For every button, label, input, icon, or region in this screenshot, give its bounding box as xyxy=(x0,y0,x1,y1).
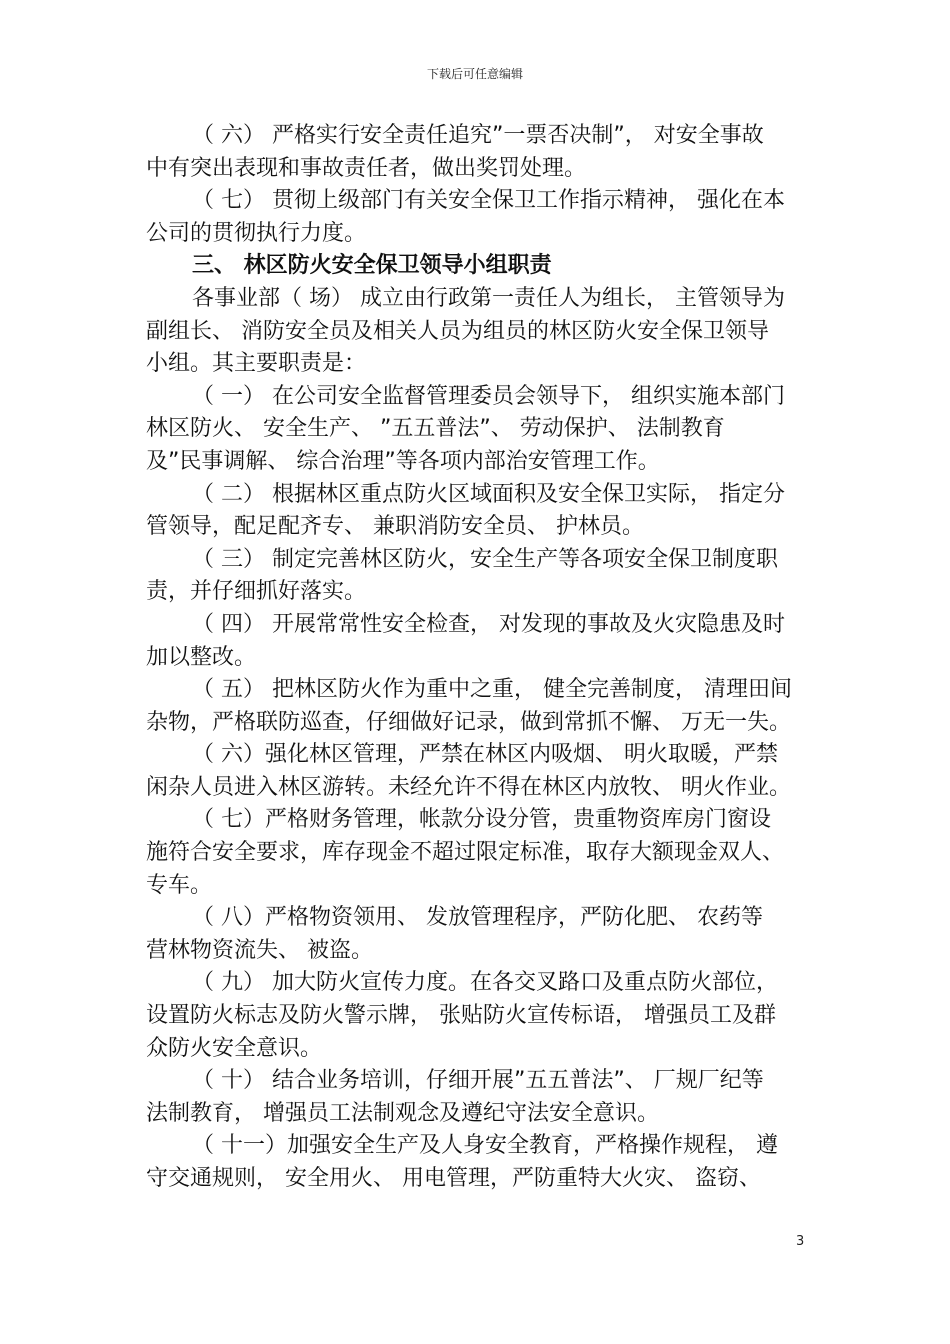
page-number: 3 xyxy=(796,1234,805,1249)
paragraph-line: （ 十一）加强安全生产及人身安全教育，严格操作规程， 遵 xyxy=(192,1133,778,1159)
paragraph-line: （ 一） 在公司安全监督管理委员会领导下， 组织实施本部门 xyxy=(192,383,785,409)
paragraph-line: 专车。 xyxy=(146,872,213,898)
paragraph-line: （ 八）严格物资领用、 发放管理程序，严防化肥、 农药等 xyxy=(192,905,763,931)
paragraph-line: （ 七） 贯彻上级部门有关安全保卫工作指示精神， 强化在本 xyxy=(192,188,785,214)
paragraph-line: 闲杂人员进入林区游转。未经允许不得在林区内放牧、 明火作业。 xyxy=(146,774,791,800)
paragraph-line: 林区防火、 安全生产、 ”五五普法”、 劳动保护、 法制教育 xyxy=(146,416,725,442)
paragraph-line: 众防火安全意识。 xyxy=(146,1035,323,1061)
section-heading: 三、 林区防火安全保卫领导小组职责 xyxy=(192,253,552,279)
paragraph-line: （ 十） 结合业务培训，仔细开展”五五普法”、 厂规厂纪等 xyxy=(192,1068,764,1094)
paragraph-line: 中有突出表现和事故责任者，做出奖罚处理。 xyxy=(146,155,587,181)
paragraph-line: （ 三） 制定完善林区防火，安全生产等各项安全保卫制度职 xyxy=(192,546,778,572)
paragraph-line: 施符合安全要求，库存现金不超过限定标准，取存大额现金双人、 xyxy=(146,840,785,866)
paragraph-line: 各事业部（ 场） 成立由行政第一责任人为组长， 主管领导为 xyxy=(192,285,785,311)
paragraph-line: 小组。其主要职责是： xyxy=(146,351,367,377)
paragraph-line: 管领导，配足配齐专、 兼职消防安全员、 护林员。 xyxy=(146,514,644,540)
paragraph-line: （ 四） 开展常常性安全检查， 对发现的事故及火灾隐患及时 xyxy=(192,611,785,637)
paragraph-line: （ 二） 根据林区重点防火区域面积及安全保卫实际， 指定分 xyxy=(192,481,785,507)
document-body xyxy=(146,120,811,1196)
paragraph-line: 设置防火标志及防火警示牌， 张贴防火宣传标语， 增强员工及群 xyxy=(146,1003,776,1029)
paragraph-line: （ 七）严格财务管理，帐款分设分管，贵重物资库房门窗设 xyxy=(192,807,771,833)
paragraph-line: 守交通规则， 安全用火、 用电管理，严防重特大火灾、 盗窃、 xyxy=(146,1166,761,1191)
paragraph-line: （ 六）强化林区管理，严禁在林区内吸烟、 明火取暖，严禁 xyxy=(192,742,778,768)
paragraph-line: （ 六） 严格实行安全责任追究”一票否决制”， 对安全事故 xyxy=(192,123,764,148)
paragraph-line: （ 九） 加大防火宣传力度。在各交叉路口及重点防火部位， xyxy=(192,970,778,996)
paragraph-line: 杂物，严格联防巡查，仔细做好记录，做到常抓不懈、 万无一失。 xyxy=(146,709,791,735)
paragraph-line: 责，并仔细抓好落实。 xyxy=(146,579,367,605)
paragraph-line: 及”民事调解、 综合治理”等各项内部治安管理工作。 xyxy=(146,448,660,474)
paragraph-line: （ 五） 把林区防火作为重中之重， 健全完善制度， 清理田间 xyxy=(192,677,792,703)
paragraph-line: 法制教育， 增强员工法制观念及遵纪守法安全意识。 xyxy=(146,1100,659,1126)
page-header: 下载后可任意编辑 xyxy=(426,67,523,81)
paragraph-line: 加以整改。 xyxy=(146,644,257,670)
paragraph-line: 营林物资流失、 被盗。 xyxy=(146,937,373,963)
paragraph-line: 副组长、 消防安全员及相关人员为组员的林区防火安全保卫领导 xyxy=(146,318,769,344)
paragraph-line: 公司的贯彻执行力度。 xyxy=(146,220,367,246)
